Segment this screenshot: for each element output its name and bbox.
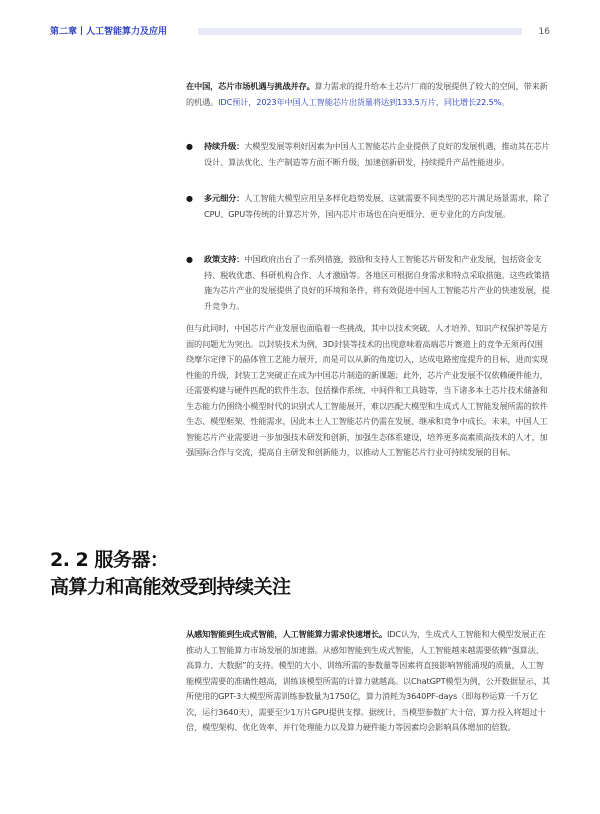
- bullet-dot-icon: ●: [186, 194, 193, 203]
- section-heading: [50, 547, 291, 601]
- challenges-paragraph: 但与此同时，中国芯片产业发展也面临着一些挑战，其中以技术突破、人才培养、知识产权保护等是方面的问题尤为突出。以封装技术为例，3D封装等技术的出现意味着高端芯片赛道上的竞争无须再仅围绕摩尔定律下的晶体管工艺能力展开，而是可以从新的角度切入，达成电路密度提升的目标，进而实现性能的升级，封装工艺突破正在成为中国芯片制造的新课题；此外，芯片产业发展不仅依赖硬件能力，还需要构建与硬件匹配的软件生态，包括操作系统、中间件和工具链等，当下诸多本土芯片技术储备和生态能力仍围绕小模型时代的识别式人工智能展开，难以匹配大模型和生成式人工智能发展所需的软件生态、模型框架、性能需求，因此本土人工智能芯片仍需在发展、继承和竞争中成长。未来，中国人工智能芯片产业需要进一步加强技术研发和创新，加强生态体系建设，培养更多高素质高技术的人才，加强国际合作与交流，提高自主研发和创新能力，以推动人工智能芯片行业可持续发展的目标。: [186, 323, 548, 457]
- server-paragraph: [186, 627, 550, 736]
- bullet-item-policy: [186, 252, 550, 314]
- section-heading-line2: 高算力和高能效受到持续关注: [50, 576, 291, 598]
- bullet-dot-icon: ●: [186, 142, 193, 151]
- server-lead: 从感知智能到生成式智能，人工智能算力需求快速增长。: [186, 629, 387, 639]
- bullet-content: [204, 252, 550, 314]
- page-header: [50, 25, 550, 41]
- bullet-text: 人工智能大模型应用呈多样化趋势发展，这就需要不同类型的芯片满足场景需求，除了CPU、GPU等传统的计算芯片外，国内芯片市场也在向更细分、更专业化的方向发展。: [204, 193, 550, 219]
- page-number: 16: [538, 27, 550, 37]
- intro-lead: 在中国，芯片市场机遇与挑战并存。: [186, 81, 315, 91]
- bullet-content: [204, 139, 550, 170]
- server-text: IDC认为，生成式人工智能和大模型发展正在推动人工智能算力市场发展的加速器。从感知智能到生成式智能，人工智能越来越需要依赖“强算法、高算力、大数据”的支持。模型的大小、训练所需的参数量等因素将直接影响智能涌现的质量，人工智能模型需要的准确性越高，训练该模型所需的计算力就越高。以ChatGPT模型为例，公开数据显示，其所使用的GPT-3大模型所需训练参数量为1750亿，算力消耗为3640PF-days（即每秒运算一千万亿次，运行3640天），需要至少1万片GPU提供支撑。据统计，当模型参数扩大十倍，算力投入将超过十倍，模型架构、优化效率、并行处理能力以及算力硬件能力等因素均会影响具体增加的倍数。: [186, 629, 550, 732]
- header-rule: [198, 28, 522, 35]
- bullet-item-segment: [186, 191, 550, 222]
- intro-highlight: IDC预计，2023年中国人工智能芯片出货量将达到133.5万片，同比增长22.5%。: [218, 96, 510, 107]
- bullet-dot-icon: ●: [186, 255, 193, 264]
- intro-paragraph: [186, 79, 550, 110]
- bullet-item-upgrade: [186, 139, 550, 170]
- bullet-title: 政策支持：: [204, 254, 245, 264]
- bullet-title: 多元细分：: [204, 193, 245, 203]
- bullet-text: 中国政府出台了一系列措施，鼓励和支持人工智能芯片研发和产业发展，包括资金支持、税收优惠、科研机构合作、人才激励等。各地区可根据自身需求和特点采取措施。这些政策措施为芯片产业的发展提供了良好的环境和条件，将有效促进中国人工智能芯片产业的快速发展，提升竞争力。: [204, 254, 550, 311]
- section-heading-line1: 2. 2 服务器：: [50, 549, 169, 571]
- bullet-title: 持续升级：: [204, 141, 245, 151]
- intro-text: 算力需求的提升给本土芯片厂商的发展提供了较大的空间，带来新的机遇。: [186, 81, 548, 107]
- bullet-text: 大模型发展等利好因素为中国人工智能芯片企业提供了良好的发展机遇，推动其在芯片设计、算法优化、生产制造等方面不断升级，加速创新研发，持续提升产品性能进步。: [204, 141, 550, 167]
- bullet-content: [204, 191, 550, 222]
- chapter-title: 第二章丨人工智能算力及应用: [50, 27, 168, 37]
